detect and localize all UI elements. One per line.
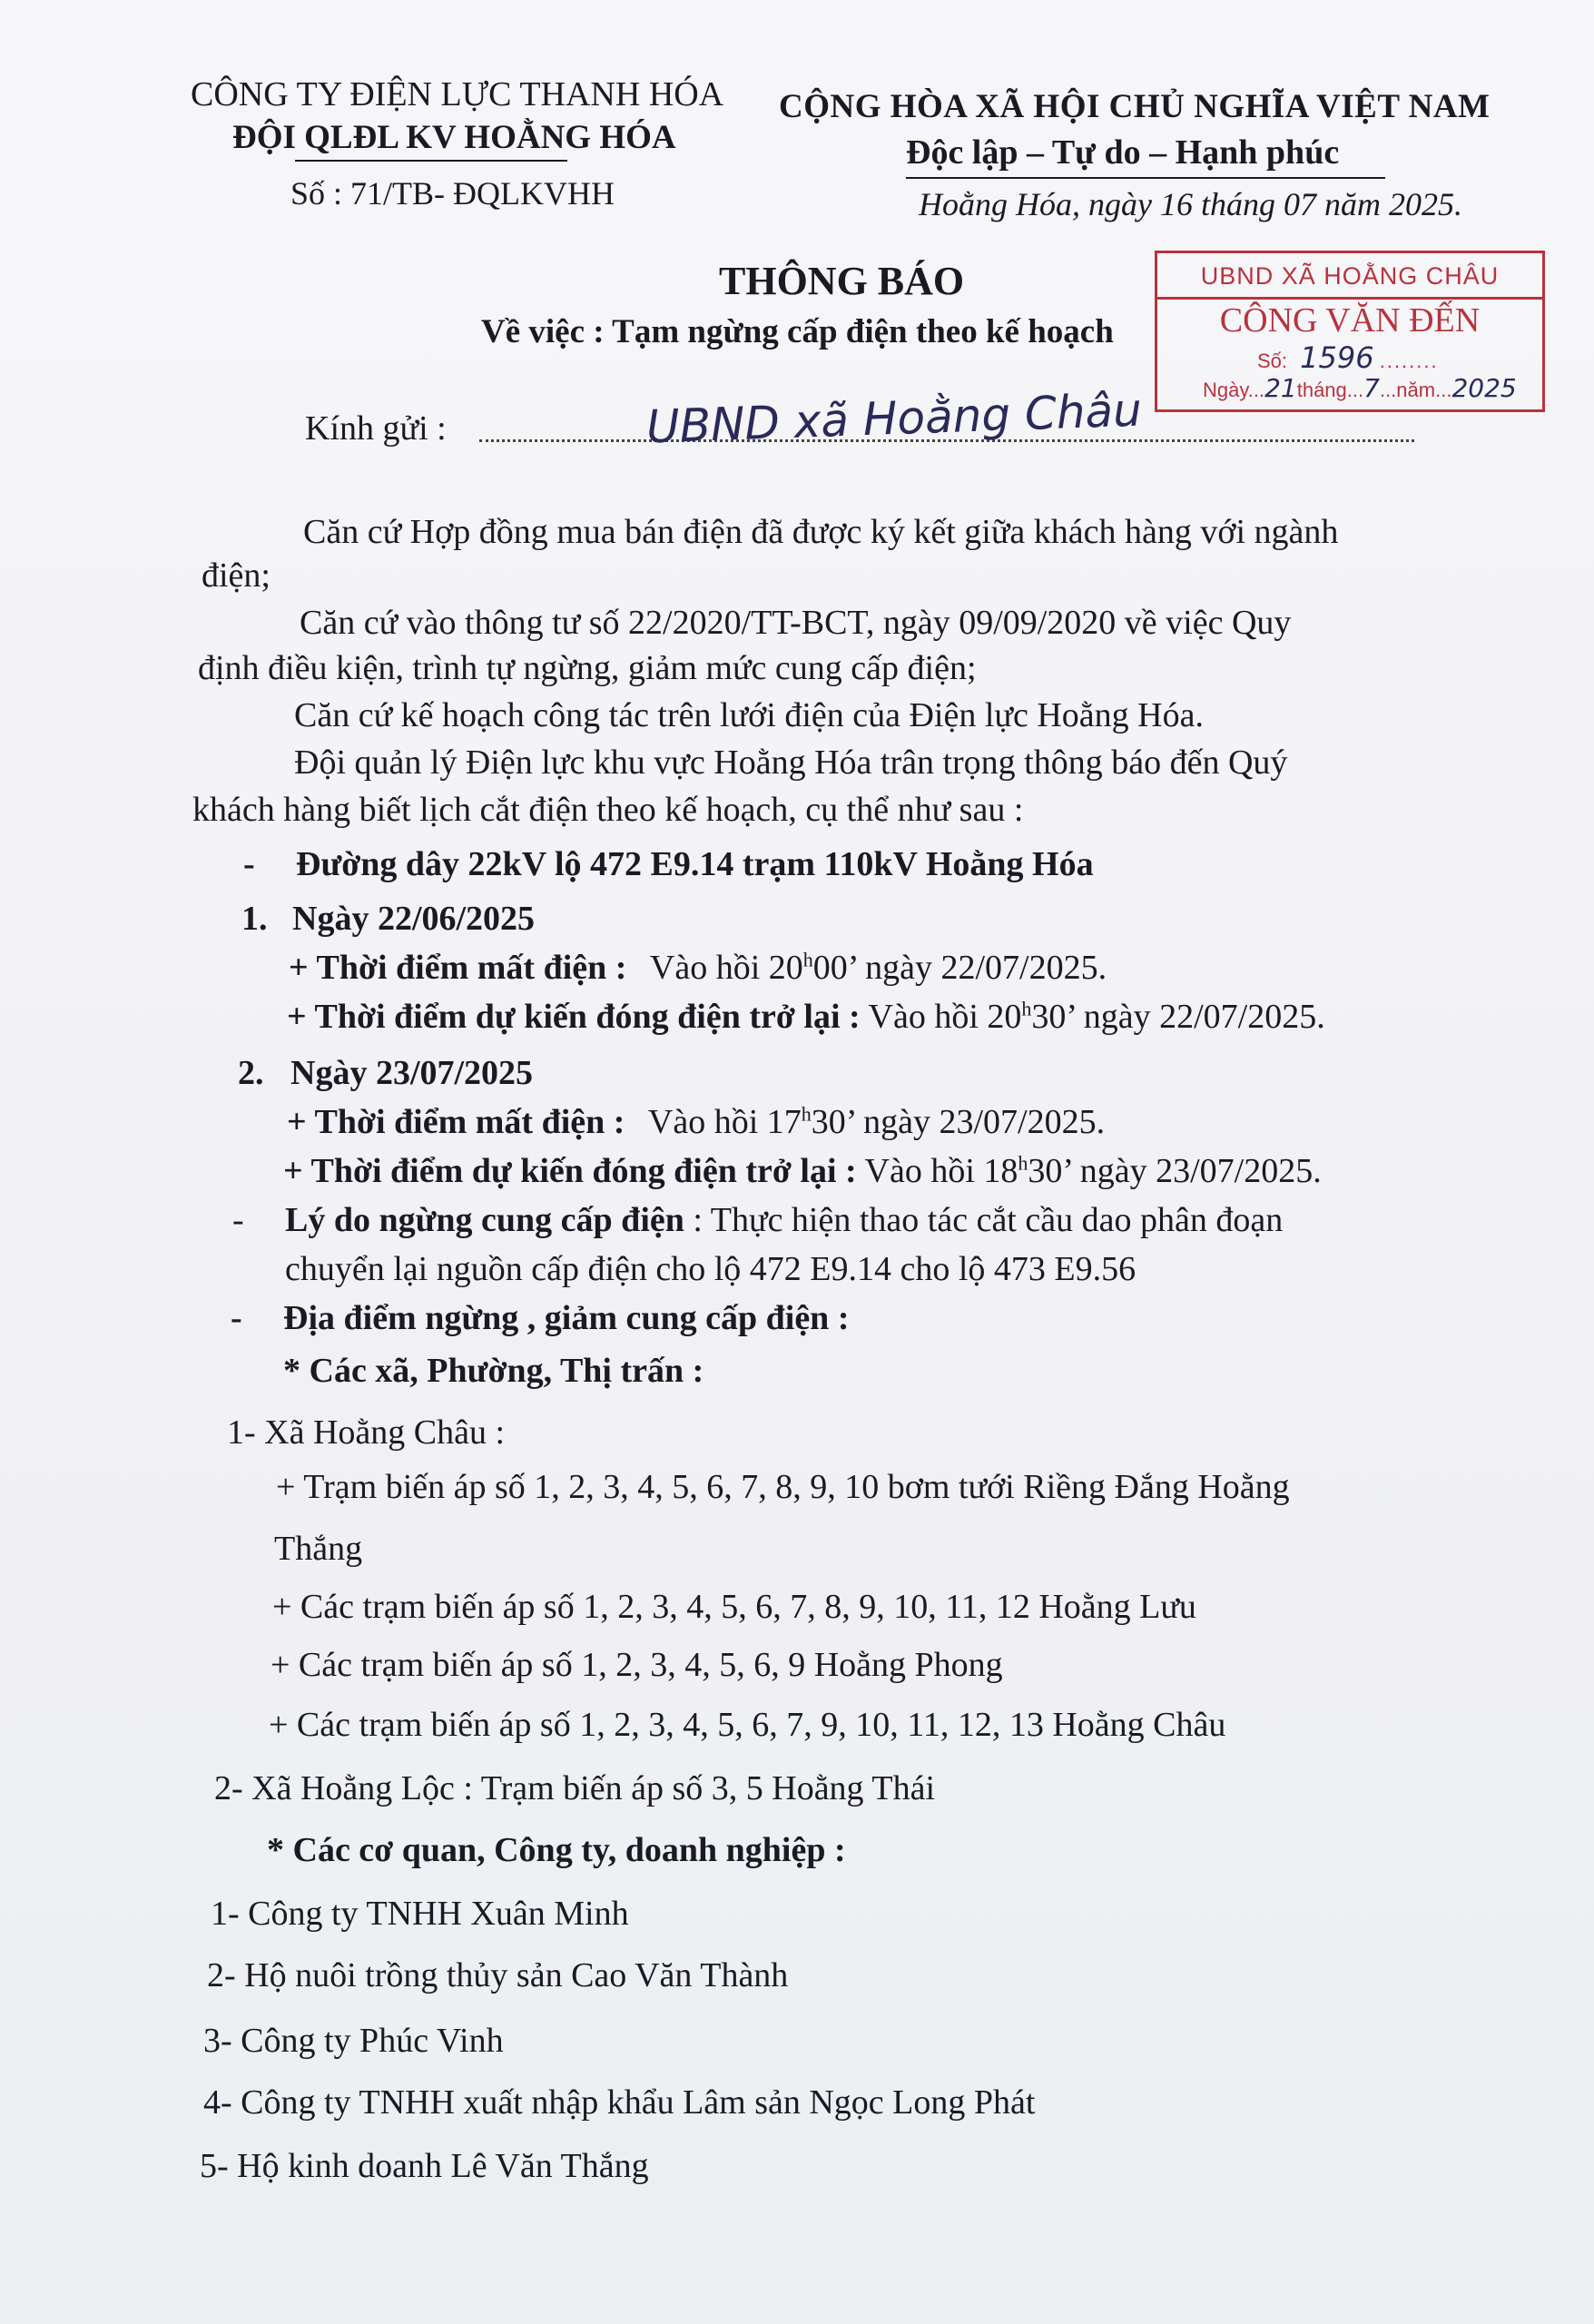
location-dash: - [231,1299,242,1337]
stamp-org: UBND XÃ HOẰNG CHÂU [1200,262,1500,290]
schedule-1-off-label: + Thời điểm mất điện : [289,949,627,987]
commune-1-item-4: + Các trạm biến áp số 1, 2, 3, 4, 5, 6, 7, 9, 10, 11, 12, 13 Hoằng Châu [269,1706,1226,1744]
schedule-2-on [283,1151,1322,1193]
commune-1-item-1-cont: Thắng [274,1530,363,1568]
stamp-day-value: 21 [1264,373,1297,403]
paragraph-1a: Căn cứ Hợp đồng mua bán điện đã được ký kết giữa khách hàng với ngành [303,513,1339,551]
commune-1-item-1: + Trạm biến áp số 1, 2, 3, 4, 5, 6, 7, 8, 9, 10 bơm tưới Riềng Đắng Hoằng [276,1468,1290,1506]
schedule-1-on-value-pre: Vào hồi 20 [868,998,1022,1036]
location-title: Địa điểm ngừng , giảm cung cấp điện : [283,1299,850,1337]
schedule-2-off-value-pre: Vào hồi 17 [647,1103,802,1141]
schedule-2-off [287,1102,1105,1144]
agencies-title: * Các cơ quan, Công ty, doanh nghiệp : [267,1831,846,1869]
schedule-2-index: 2. [238,1054,264,1092]
place-date: Hoằng Hóa, ngày 16 tháng 07 năm 2025. [919,186,1462,222]
line-title-dash: - [243,845,255,883]
paragraph-2b: định điều kiện, trình tự ngừng, giảm mức cung cấp điện; [198,649,977,687]
paragraph-2a: Căn cứ vào thông tư số 22/2020/TT-BCT, ngày 09/09/2020 về việc Quy [300,604,1292,642]
stamp-number-label: Số: [1257,350,1288,372]
schedule-2-day: Ngày 23/07/2025 [290,1054,534,1092]
stamp-day-label: Ngày [1203,379,1248,401]
stamp-month-value: 7 [1363,373,1380,403]
motto: Độc lập – Tự do – Hạnh phúc [906,133,1340,172]
schedule-2-off-sup: h [801,1102,812,1126]
unit-name: ĐỘI QLĐL KV HOẰNG HÓA [232,119,676,156]
reason-line-2: chuyển lại nguồn cấp điện cho lộ 472 E9.14 cho lộ 473 E9.56 [285,1250,1136,1288]
paragraph-4a: Đội quản lý Điện lực khu vực Hoằng Hóa trân trọng thông báo đến Quý [294,743,1288,782]
schedule-2-off-value-post: 30’ ngày 23/07/2025. [811,1103,1106,1141]
reason-line-1 [285,1200,1283,1242]
schedule-2-on-value-pre: Vào hồi 18 [864,1152,1018,1190]
reason-label: Lý do ngừng cung cấp điện [285,1201,684,1239]
stamp-month-label: tháng [1296,379,1347,401]
agency-4: 4- Công ty TNHH xuất nhập khẩu Lâm sản Ngọc Long Phát [203,2083,1036,2122]
stamp-heading: CÔNG VĂN ĐẾN [1219,301,1481,340]
agency-5: 5- Hộ kinh doanh Lê Văn Thắng [200,2147,649,2185]
paragraph-4b: khách hàng biết lịch cắt điện theo kế hoạch, cụ thể như sau : [192,791,1024,829]
unit-underline [295,160,567,162]
commune-2: 2- Xã Hoằng Lộc : Trạm biến áp số 3, 5 Hoằng Thái [214,1769,936,1807]
agency-2: 2- Hộ nuôi trồng thủy sản Cao Văn Thành [207,1956,789,1994]
schedule-2-on-sup: h [1018,1151,1028,1175]
schedule-1-on-sup: h [1021,997,1032,1020]
schedule-2-on-label: + Thời điểm dự kiến đóng điện trở lại : [283,1152,857,1190]
notice-subtitle: Về việc : Tạm ngừng cấp điện theo kế hoạch [481,313,1114,350]
company-name: CÔNG TY ĐIỆN LỰC THANH HÓA [191,75,724,113]
schedule-1-off-sup: h [802,948,813,971]
document-number: Số : 71/TB- ĐQLKVHH [290,175,615,212]
nation-title: CỘNG HÒA XÃ HỘI CHỦ NGHĨA VIỆT NAM [779,88,1491,125]
paragraph-3: Căn cứ kế hoạch công tác trên lưới điện của Điện lực Hoằng Hóa. [294,696,1204,734]
schedule-1-off-value-pre: Vào hồi 20 [649,949,803,987]
line-title: Đường dây 22kV lộ 472 E9.14 trạm 110kV Hoằng Hóa [296,845,1094,883]
schedule-1-on-label: + Thời điểm dự kiến đóng điện trở lại : [287,998,861,1036]
commune-1-item-3: + Các trạm biến áp số 1, 2, 3, 4, 5, 6, 9 Hoằng Phong [271,1646,1003,1684]
schedule-2-on-value-post: 30’ ngày 23/07/2025. [1028,1152,1322,1190]
notice-title: THÔNG BÁO [719,259,965,303]
schedule-1-day: Ngày 22/06/2025 [292,900,536,938]
stamp-number-row: Số: 1596 ........ [1257,340,1439,375]
recipient-handwritten: UBND xã Hoằng Châu [645,383,1143,454]
recipient-label: Kính gửi : [305,409,447,448]
commune-1-item-2: + Các trạm biến áp số 1, 2, 3, 4, 5, 6, 7, 8, 9, 10, 11, 12 Hoằng Lưu [272,1588,1196,1626]
schedule-1-on [287,997,1325,1039]
reason-text-1: : Thực hiện thao tác cắt cầu dao phân đoạn [693,1201,1284,1239]
schedule-1-on-value-post: 30’ ngày 22/07/2025. [1031,998,1325,1036]
reason-dash: - [232,1201,244,1239]
schedule-1-off [289,948,1107,990]
agency-3: 3- Công ty Phúc Vinh [203,2022,504,2060]
stamp-year-value: 2025 [1451,373,1517,403]
communes-title: * Các xã, Phường, Thị trấn : [283,1352,704,1390]
stamp-date-row: Ngày...21tháng...7...năm...2025 [1203,373,1517,403]
paragraph-1b: điện; [202,556,271,595]
commune-1: 1- Xã Hoằng Châu : [227,1413,506,1452]
stamp-year-label: năm [1396,379,1436,401]
agency-1: 1- Công ty TNHH Xuân Minh [211,1895,629,1933]
schedule-1-off-value-post: 00’ ngày 22/07/2025. [812,949,1107,987]
stamp-number-value: 1596 [1300,340,1374,375]
stamp-divider [1157,297,1542,300]
schedule-2-off-label: + Thời điểm mất điện : [287,1103,625,1141]
motto-underline [906,177,1385,179]
schedule-1-index: 1. [241,900,268,938]
received-stamp [1155,251,1545,412]
